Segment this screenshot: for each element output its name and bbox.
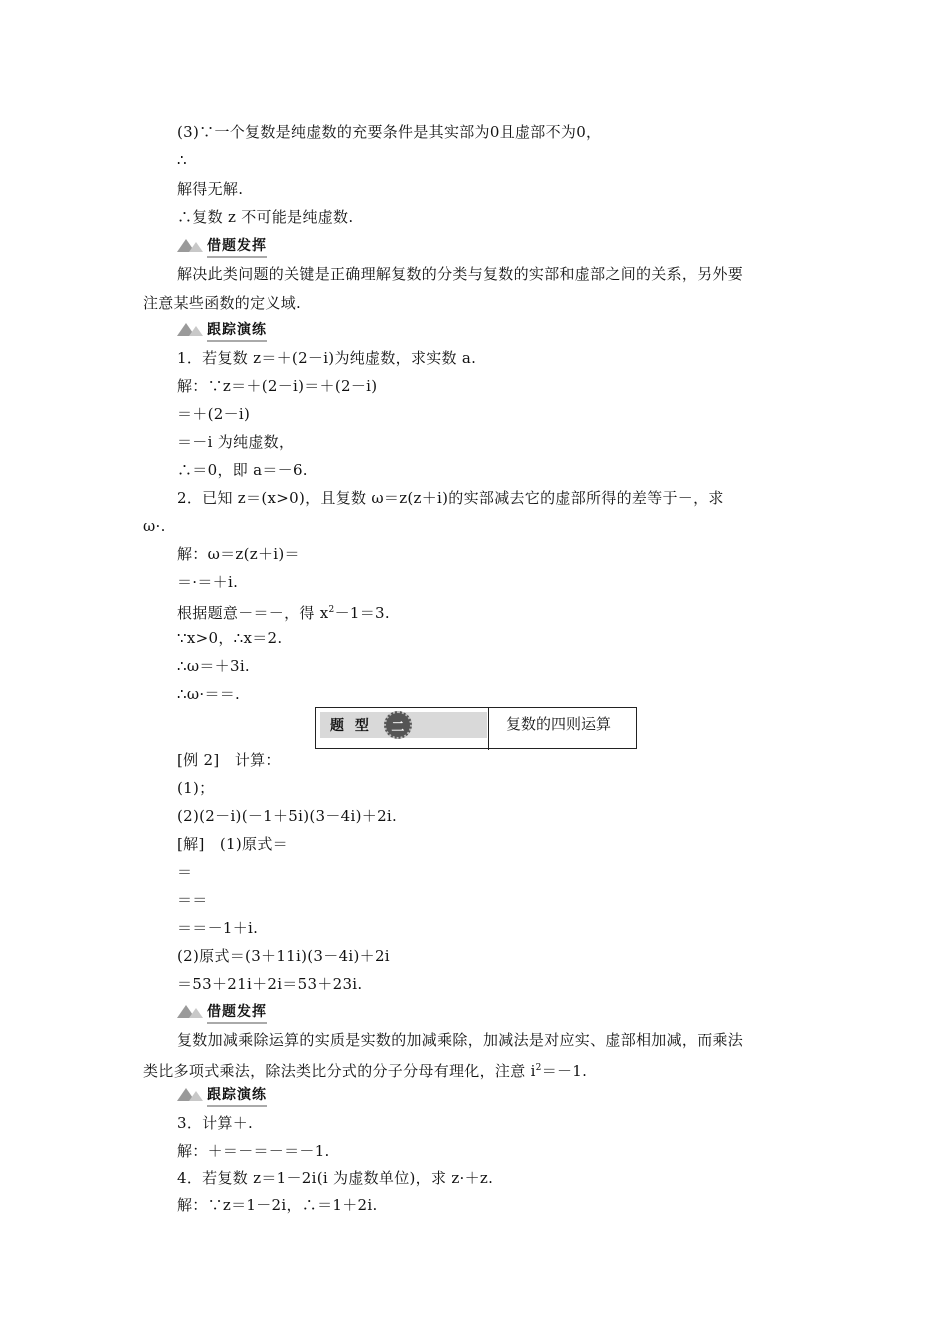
section-header-genzong [177,1085,267,1105]
text-line: ∵x>0，∴x＝2. [177,629,283,647]
text-line: ∴＝0，即 a＝－6. [177,461,308,479]
text-line: [解] (1)原式＝ [177,835,288,853]
text-line: (2)原式＝(3＋11i)(3－4i)＋2i [177,947,390,965]
section-header-label: 跟踪演练 [207,1084,267,1107]
text-line: ＝＋(2－i) [177,405,251,423]
text-fragment: 根据题意－＝－，得 x [177,604,329,622]
text-line: 4．若复数 z＝1－2i(i 为虚数单位)，求 z·＋z. [177,1169,494,1187]
text-line: ∴ [177,151,187,169]
text-line: (2)(2－i)(－1＋5i)(3－4i)＋2i. [177,807,398,825]
section-header-label: 借题发挥 [207,1001,267,1024]
text-line: 3．计算＋. [177,1114,254,1132]
text-line: ω·. [143,517,166,535]
text-line: [例 2] 计算： [177,751,281,769]
text-line: ＝·＝＋i. [177,573,239,591]
text-line [177,600,390,623]
text-line: ＝53＋21i＋2i＝53＋23i. [177,975,363,993]
section-header-jieti [177,1002,267,1022]
section-header-label: 借题发挥 [207,235,267,258]
text-line: 复数加减乘除运算的实质是实数的加减乘除，加减法是对应实、虚部相加减，而乘法 [177,1031,744,1049]
topic-type-label: 题 型 [330,718,372,734]
text-line: ＝＝－1＋i. [177,919,259,937]
text-line: ∴复数 z 不可能是纯虚数. [177,208,354,226]
text-line: (3)∵一个复数是纯虚数的充要条件是其实部为0且虚部不为0， [177,123,602,141]
text-line: 2．已知 z＝(x>0)，且复数 ω＝z(z＋i)的实部减去它的虚部所得的差等于－，求 [177,489,724,507]
text-line: 1．若复数 z＝＋(2－i)为纯虚数，求实数 a. [177,349,477,367]
text-line: ＝ [177,863,193,881]
text-line: (1)； [177,779,215,797]
box-divider [488,708,489,750]
text-line: 解得无解. [177,180,244,198]
text-line: 注意某些函数的定义域. [143,294,302,312]
text-line: 解：∵z＝＋(2－i)＝＋(2－i) [177,377,378,395]
topic-number-badge: 二 [384,711,412,739]
text-line: 解：∵z＝1－2i，∴＝1＋2i. [177,1196,378,1214]
text-fragment: －1＝3. [334,604,390,622]
text-line: ＝－i 为纯虚数， [177,433,295,451]
triangle-icon [189,1008,203,1018]
text-line: 解：ω＝z(z＋i)＝ [177,545,300,563]
topic-title: 复数的四则运算 [506,715,612,733]
section-header-genzong [177,320,267,340]
section-header-label: 跟踪演练 [207,319,267,342]
triangle-icon [189,326,203,336]
topic-type-box [315,707,637,749]
text-line [143,1058,587,1081]
triangle-icon [189,242,203,252]
superscript: 2 [535,1063,542,1073]
topic-type-label-area [320,712,487,738]
triangle-icon [189,1091,203,1101]
text-line: ∴ω·＝＝. [177,685,241,703]
section-header-jieti [177,236,267,256]
superscript: 2 [328,605,335,615]
text-line: 解：＋＝－＝－＝－1. [177,1142,330,1160]
text-line: ∴ω＝＋3i. [177,657,250,675]
text-fragment: 类比多项式乘法，除法类比分式的分子分母有理化，注意 i [143,1062,536,1080]
text-line: ＝＝ [177,891,208,909]
text-fragment: ＝－1. [541,1062,588,1080]
text-line: 解决此类问题的关键是正确理解复数的分类与复数的实部和虚部之间的关系，另外要 [177,265,744,283]
